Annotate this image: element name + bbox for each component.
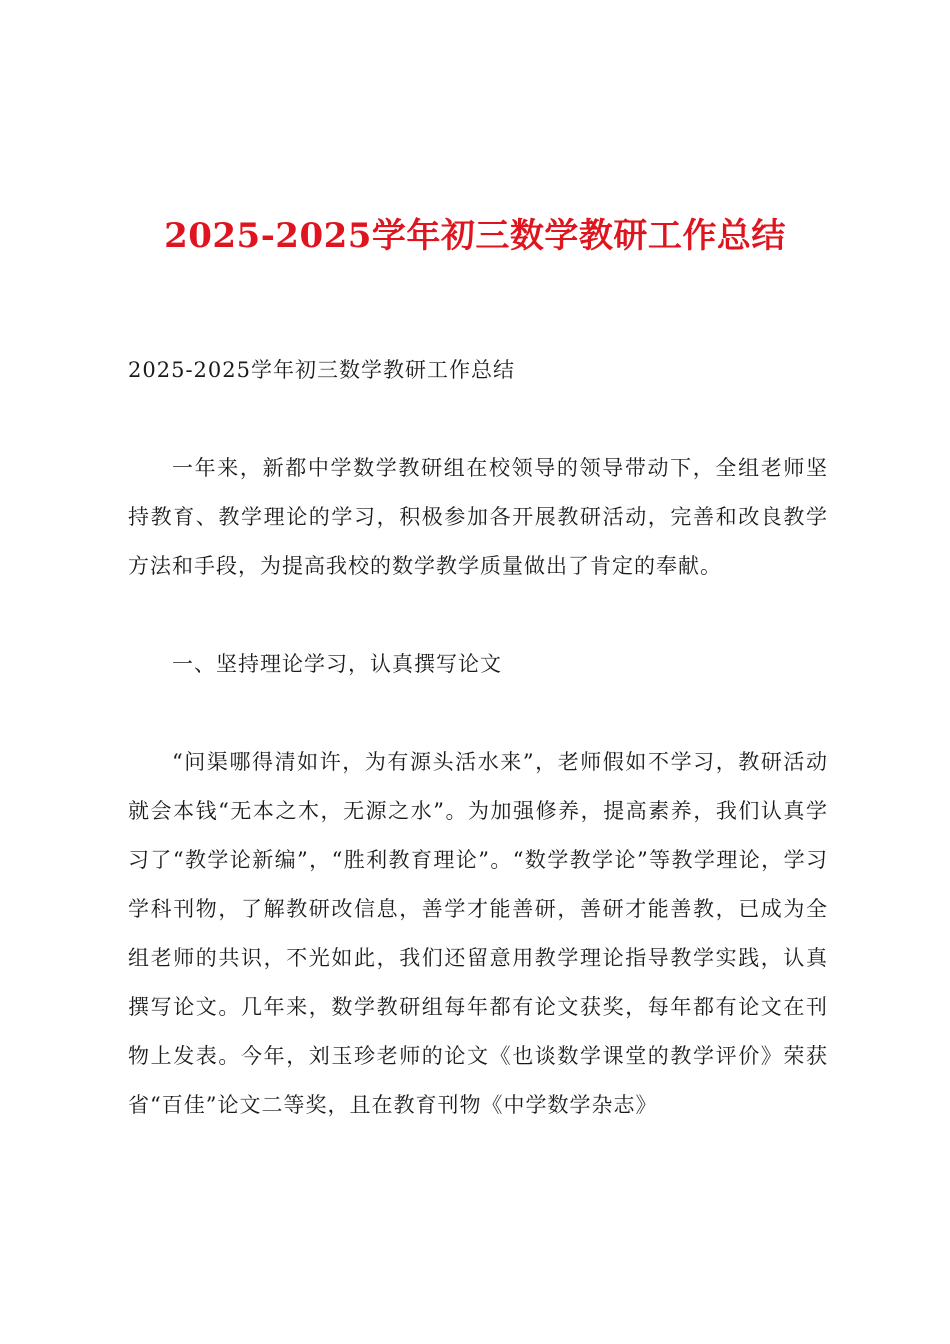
intro-paragraph: 一年来，新都中学数学教研组在校领导的领导带动下，全组老师坚持教育、教学理论的学习，积极参加各开展教研活动，完善和改良教学方法和手段，为提高我校的数学教学质量做出了肯定的奉献。 [128,456,828,578]
paragraph-spacer [128,689,828,738]
section-heading: 一、坚持理论学习，认真撰写论文 [172,652,502,676]
document-body [128,346,828,1130]
paragraph-spacer [128,395,828,444]
section-paragraph: “问渠哪得清如许，为有源头活水来”，老师假如不学习，教研活动就会本钱“无本之木，无源之水”。为加强修养，提高素养，我们认真学习了“教学论新编”，“胜利教育理论”。“数学教学论”等教学理论，学习学科刊物，了解教研改信息，善学才能善研，善研才能善教，已成为全组老师的共识，不光如此，我们还留意用教学理论指导教学实践，认真撰写论文。几年来，数学教研组每年都有论文获奖，每年都有论文在刊物上发表。今年，刘玉珍老师的论文《也谈数学课堂的教学评价》荣获省“百佳”论文二等奖，且在教育刊物《中学数学杂志》 [128,750,828,1117]
paragraph-spacer [128,591,828,640]
document-title: 2025-2025学年初三数学教研工作总结 [164,216,786,256]
document-subtitle: 2025-2025学年初三数学教研工作总结 [128,358,515,382]
